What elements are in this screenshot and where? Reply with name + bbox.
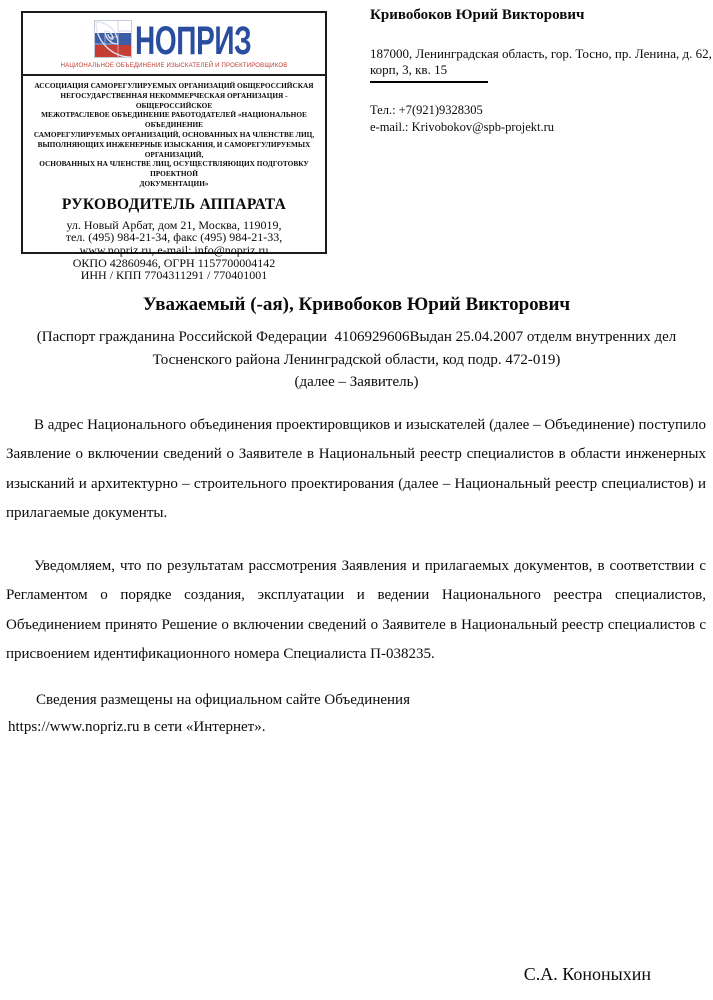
body-paragraph-3: Сведения размещены на официальном сайте Объединения https://www.nopriz.ru в сети «Интернет». — [8, 691, 410, 735]
department-title: РУКОВОДИТЕЛЬ АППАРАТА — [61, 195, 287, 213]
alias-line: (далее – Заявитель) — [294, 374, 419, 390]
logo-caption: НАЦИОНАЛЬНОЕ ОБЪЕДИНЕНИЕ ИЗЫСКАТЕЛЕЙ И ПРОЕКТИРОВЩИКОВ — [60, 63, 288, 69]
brand-text: НОПРИЗ — [134, 19, 251, 63]
body-paragraph-2: Уведомляем, что по результатам рассмотрения Заявления и прилагаемых документов, в соответствии с Регламентом о порядке создания, эксплуатации и ведении Национального реестра специалистов, Объединением принято Решение о включении сведений о Заявителе в Национальный реестр специалистов с присвоением идентификационного номера Специалиста П-038235. — [6, 557, 706, 662]
recipient-phone: Тел.: +7(921)9328305 — [370, 103, 483, 117]
org-contact-lines: ул. Новый Арбат, дом 21, Москва, 119019, тел. (495) 984-21-34, факс (495) 984-21-33, www.nopriz.ru, e-mail: info@nopriz.ru ОКПО 42860946, ОГРН 1157700004142 ИНН / КПП 7704311291 / 770401001 — [65, 217, 283, 283]
passport-paragraph: (Паспорт гражданина Российской Федерации 4106929606Выдан 25.04.2007 отделм внутренних дел Тосненского района Ленинградской области, код подр. 472-019) — [36, 329, 680, 368]
body-paragraph-1: В адрес Национального объединения проектировщиков и изыскателей (далее – Объединение) поступило Заявление о включении сведений о Заявителе в Национальный реестр специалистов в области инженерных изысканий и архитектурно – строительного проектирования (далее – Национальный реестр специалистов) и прилагаемые документы. — [6, 416, 706, 521]
signature-name: С.А. Кононыхин — [523, 964, 651, 984]
association-name: АССОЦИАЦИЯ САМОРЕГУЛИРУЕМЫХ ОРГАНИЗАЦИЙ ОБЩЕРОССИЙСКАЯ НЕГОСУДАРСТВЕННАЯ НЕКОММЕРЧЕСКАЯ ОРГАНИЗАЦИЯ - ОБЩЕРОССИЙСКОЕ МЕЖОТРАСЛЕВОЕ ОБЪЕДИНЕНИЕ РАБОТОДАТЕЛЕЙ «НАЦИОНАЛЬНОЕ ОБЪЕДИНЕНИЕ САМОРЕГУЛИРУЕМЫХ ОРГАНИЗАЦИЙ, ОСНОВАННЫХ НА ЧЛЕНСТВЕ ЛИЦ, ВЫПОЛНЯЮЩИХ ИНЖЕНЕРНЫЕ ИЗЫСКАНИЯ, И САМОРЕГУЛИРУЕМЫХ ОРГАНИЗАЦИЙ, ОСНОВАННЫХ НА ЧЛЕНСТВЕ ЛИЦ, ОСУЩЕСТВЛЯЮЩИХ ПОДГОТОВКУ ПРОЕКТНОЙ ДОКУМЕНТАЦИИ» — [33, 81, 315, 188]
recipient-name: Кривобоков Юрий Викторович — [370, 7, 585, 23]
salutation-heading: Уважаемый (-ая), Кривобоков Юрий Викторович — [142, 294, 571, 315]
recipient-email: e-mail.: Krivobokov@spb-projekt.ru — [370, 120, 555, 134]
recipient-address: 187000, Ленинградская область, гор. Тосно, пр. Ленина, д. 62, корп, 3, кв. 15 — [370, 46, 712, 77]
